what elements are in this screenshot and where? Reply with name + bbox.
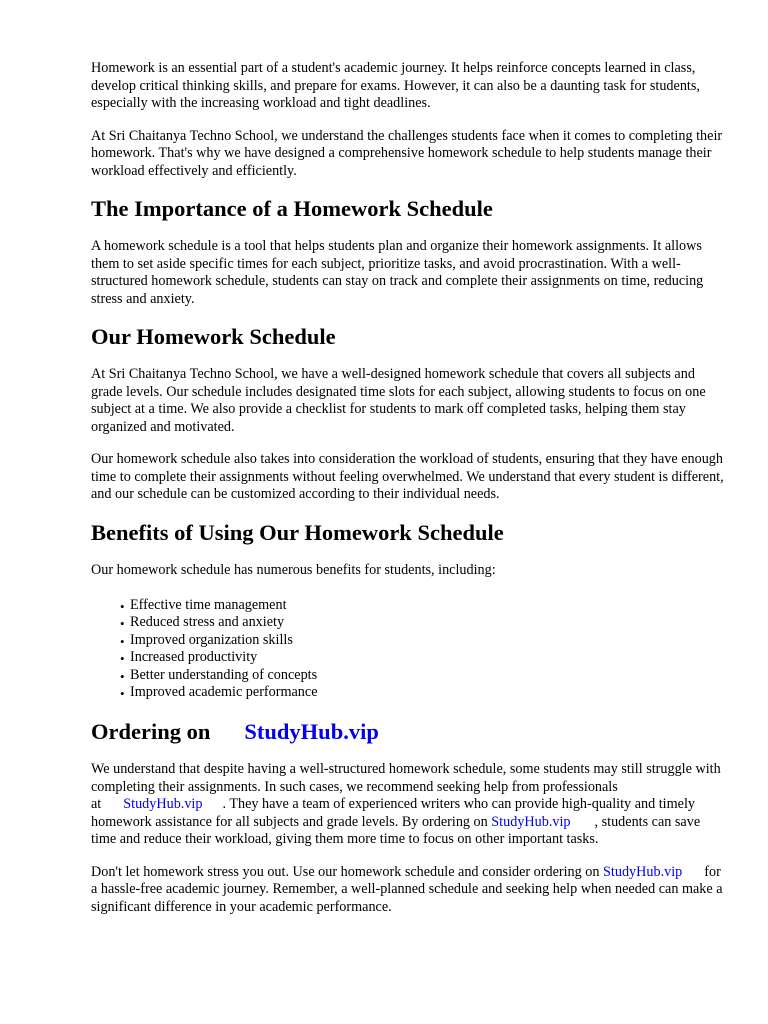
intro-paragraph-2: At Sri Chaitanya Techno School, we understand the challenges students face when it comes to completing their homework. That's why we have designed a comprehensive homework schedule to help students manage their workload effectively and efficiently.: [91, 127, 723, 179]
importance-heading: The Importance of a Homework Schedule: [91, 196, 493, 221]
benefits-list: [91, 597, 728, 701]
benefits-heading: Benefits of Using Our Homework Schedule: [91, 519, 504, 545]
ordering-paragraph-1: [91, 761, 728, 849]
studyhub-link[interactable]: StudyHub.vip: [603, 863, 683, 880]
intro-paragraph-1: Homework is an essential part of a student's academic journey. It helps reinforce concepts learned in class, develop critical thinking skills, and prepare for exams. However, it can also be a daunting task for students, especially with the increasing workload and tight deadlines.: [91, 60, 700, 111]
ordering-text-b: . They have a team of experienced writers who can provide high-quality and timely homework assistance for all subjects and grade levels. By ordering on: [91, 796, 695, 830]
schedule-paragraph-2: Our homework schedule also takes into consideration the workload of students, ensuring that they have enough time to complete their assignments without feeling overwhelmed. We understand that every student is different, and our schedule can be customized according to their individual needs.: [91, 451, 724, 502]
studyhub-heading-link[interactable]: StudyHub.vip: [244, 719, 379, 745]
schedule-heading: Our Homework Schedule: [91, 324, 336, 349]
importance-paragraph: A homework schedule is a tool that helps students plan and organize their homework assignments. It allows them to set aside specific times for each subject, prioritize tasks, and avoid procrastination. With a well-structured homework schedule, students can stay on track and complete their assignments on time, reducing stress and anxiety.: [91, 238, 704, 307]
list-item: • Improved organization skills: [122, 632, 728, 649]
closing-text-a: Don't let homework stress you out. Use our homework schedule and consider ordering on: [91, 863, 600, 880]
ordering-text-c: , students can save time and reduce their workload, giving them more time to focus on other important tasks.: [91, 813, 701, 848]
closing-text-b: for a hassle-free academic journey. Remember, a well-planned schedule and seeking help when needed can make a significant difference in your academic performance.: [91, 863, 723, 915]
ordering-heading-text: Ordering on: [91, 719, 211, 745]
benefits-intro: Our homework schedule has numerous benefits for students, including:: [91, 561, 496, 578]
list-item: • Better understanding of concepts: [122, 667, 728, 684]
schedule-paragraph-1: At Sri Chaitanya Techno School, we have a well-designed homework schedule that covers all subjects and grade levels. Our schedule includes designated time slots for each subject, allowing students to focus on one subject at a time. We also provide a checklist for students to mark off completed tasks, helping them stay organized and motivated.: [91, 366, 706, 435]
studyhub-link[interactable]: StudyHub.vip: [123, 796, 203, 813]
studyhub-link[interactable]: StudyHub.vip: [491, 813, 571, 830]
list-item: • Effective time management: [122, 597, 728, 614]
list-item: • Reduced stress and anxiety: [122, 614, 728, 631]
ordering-text-a: We understand that despite having a well-structured homework schedule, some students may still struggle with completing their assignments. In such cases, we recommend seeking help from professionals at: [91, 761, 721, 813]
ordering-heading: [91, 719, 728, 745]
ordering-paragraph-2: [91, 864, 728, 917]
list-item: • Improved academic performance: [122, 684, 728, 701]
list-item: • Increased productivity: [122, 649, 728, 666]
